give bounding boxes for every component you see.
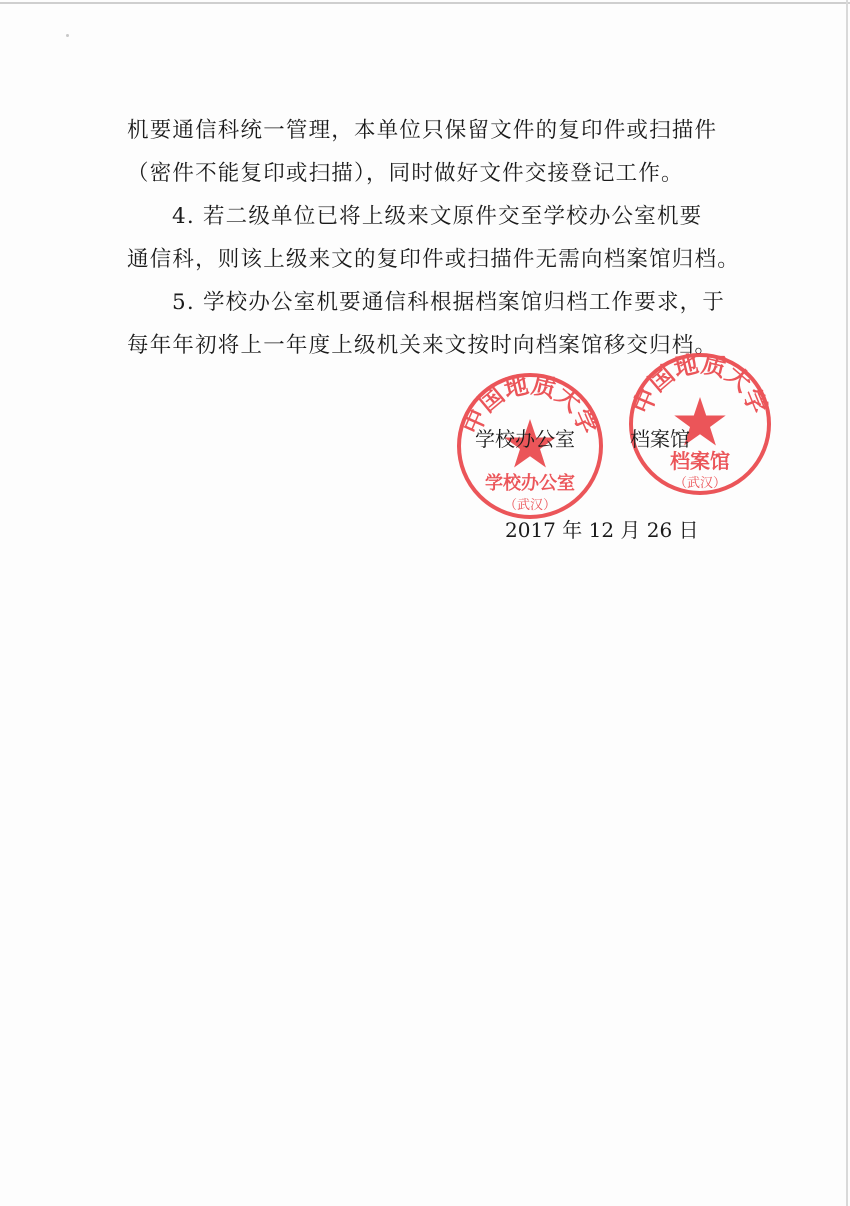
body-line-2: （密件不能复印或扫描），同时做好文件交接登记工作。 bbox=[127, 161, 684, 186]
signature-office: 学校办公室 bbox=[475, 427, 575, 451]
archives-seal bbox=[627, 351, 773, 497]
body-line-6: 每年年初将上一年度上级机关来文按时向档案馆移交归档。 bbox=[127, 333, 718, 358]
body-line-3: 4. 若二级单位已将上级来文原件交至学校办公室机要 bbox=[172, 204, 703, 229]
office-seal-unit: 学校办公室 bbox=[485, 473, 575, 494]
body-line-1: 机要通信科统一管理，本单位只保留文件的复印件或扫描件 bbox=[127, 118, 718, 143]
body-line-5: 5. 学校办公室机要通信科根据档案馆归档工作要求，于 bbox=[172, 290, 726, 315]
scan-edge-top bbox=[0, 2, 850, 4]
office-seal-ring-text: 中国地质大学 bbox=[456, 371, 604, 439]
signature-archives: 档案馆 bbox=[630, 427, 690, 451]
signature-date: 2017 年 12 月 26 日 bbox=[505, 518, 699, 542]
scan-speck bbox=[66, 34, 69, 37]
scan-edge-right bbox=[846, 0, 848, 1206]
archives-seal-city: （武汉） bbox=[673, 476, 727, 491]
archives-seal-ring-text: 中国地质大学 bbox=[627, 351, 773, 418]
office-seal-city: （武汉） bbox=[503, 498, 557, 513]
body-line-4: 通信科，则该上级来文的复印件或扫描件无需向档案馆归档。 bbox=[127, 247, 740, 272]
archives-seal-unit: 档案馆 bbox=[670, 449, 730, 473]
